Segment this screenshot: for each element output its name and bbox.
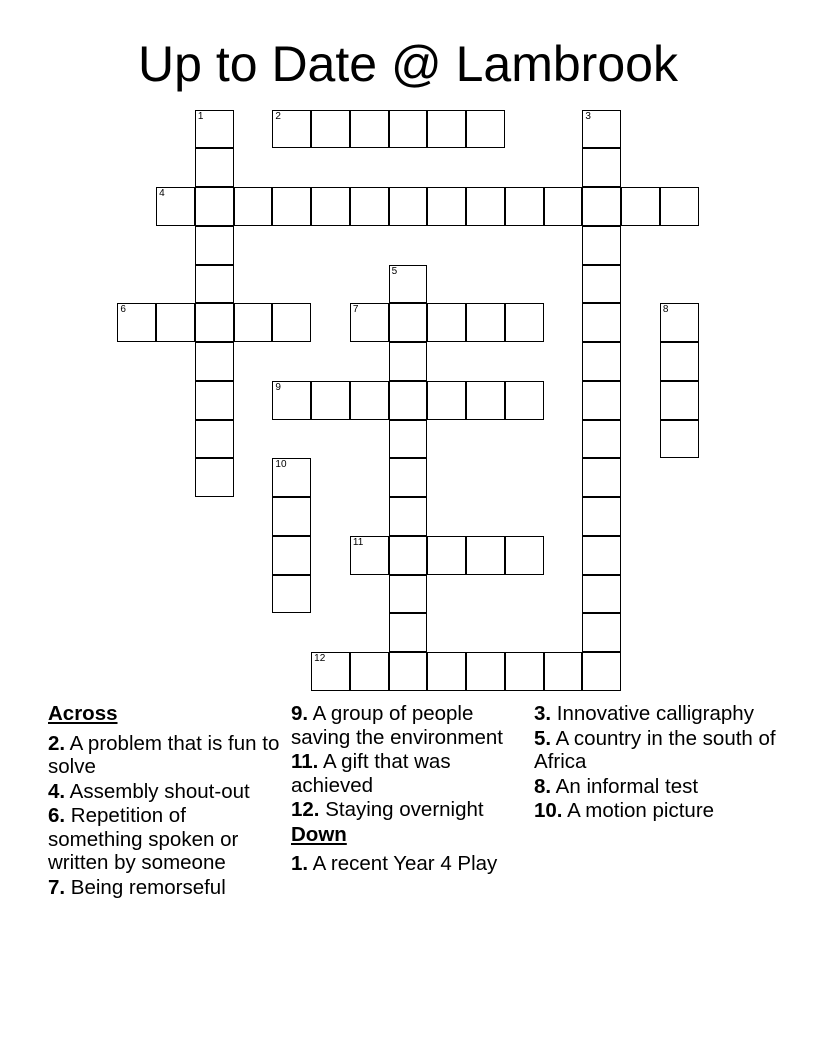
grid-cell[interactable]: [311, 110, 350, 149]
grid-cell[interactable]: [272, 187, 311, 226]
grid-cell[interactable]: [350, 303, 389, 342]
across-clue-9: [291, 702, 526, 749]
grid-cell[interactable]: [582, 148, 621, 187]
grid-cell[interactable]: [195, 110, 234, 149]
cell-number: 8: [662, 304, 669, 316]
grid-cell[interactable]: [272, 381, 311, 420]
grid-cell[interactable]: [582, 497, 621, 536]
clue-number: 4.: [48, 779, 66, 803]
grid-cell[interactable]: [582, 536, 621, 575]
grid-cell[interactable]: [272, 497, 311, 536]
grid-cell[interactable]: [582, 303, 621, 342]
across-clue-4: [48, 780, 283, 804]
grid-cell[interactable]: [466, 536, 505, 575]
cell-number: 3: [585, 110, 591, 122]
across-clue-2: [48, 732, 283, 779]
grid-cell[interactable]: [660, 187, 699, 226]
grid-cell[interactable]: [582, 458, 621, 497]
cell-number: 9: [275, 381, 281, 393]
grid-cell[interactable]: [582, 381, 621, 420]
down-clue-1: [291, 852, 526, 876]
grid-cell[interactable]: [195, 420, 234, 459]
clue-number: 6.: [48, 804, 66, 827]
clue-number: 1.: [291, 852, 309, 875]
grid-cell[interactable]: [389, 110, 428, 149]
grid-cell[interactable]: [621, 187, 660, 226]
clue-text: Repetition of something spoken or written by someone: [48, 804, 239, 874]
cell-number: 5: [391, 265, 398, 277]
grid-cell[interactable]: [272, 458, 311, 497]
grid-cell[interactable]: [466, 652, 505, 691]
grid-cell[interactable]: [389, 381, 428, 420]
clues-column-1: [48, 702, 283, 900]
grid-cell[interactable]: [389, 265, 428, 304]
grid-cell[interactable]: [272, 536, 311, 575]
clue-text: Assembly shout-out: [65, 779, 250, 803]
clue-text: A problem that is fun to solve: [48, 731, 280, 778]
cell-number: 11: [352, 536, 364, 548]
grid-cell[interactable]: [272, 575, 311, 614]
clue-number: 12.: [291, 798, 320, 821]
grid-cell[interactable]: [505, 303, 544, 342]
down-clue-10: [534, 799, 794, 823]
grid-cell[interactable]: [195, 342, 234, 381]
grid-cell[interactable]: [660, 381, 699, 420]
grid-cell[interactable]: [389, 575, 428, 614]
down-clue-8: [534, 775, 794, 799]
down-clue-5: [534, 727, 794, 774]
across-clue-12: [291, 798, 526, 822]
grid-cell[interactable]: [505, 187, 544, 226]
grid-cell[interactable]: [350, 187, 389, 226]
across-clue-11: [291, 750, 526, 797]
grid-cell[interactable]: [195, 187, 234, 226]
grid-cell[interactable]: [427, 303, 466, 342]
grid-cell[interactable]: [389, 420, 428, 459]
clue-number: 7.: [48, 875, 66, 899]
clue-text: A group of people saving the environment: [291, 702, 503, 749]
grid-cell[interactable]: [272, 110, 311, 149]
grid-cell[interactable]: [544, 187, 583, 226]
clue-text: Staying overnight: [319, 798, 484, 821]
grid-cell[interactable]: [195, 265, 234, 304]
cell-number: 6: [120, 304, 126, 316]
grid-cell[interactable]: [156, 187, 195, 226]
grid-cell[interactable]: [195, 148, 234, 187]
grid-cell[interactable]: [466, 110, 505, 149]
grid-cell[interactable]: [389, 458, 428, 497]
clue-number: 9.: [291, 702, 309, 725]
grid-cell[interactable]: [389, 652, 428, 691]
clue-text: A gift that was achieved: [291, 750, 451, 797]
grid-cell[interactable]: [427, 536, 466, 575]
clue-number: 5.: [534, 726, 552, 750]
clues-column-2: [291, 702, 526, 877]
grid-cell[interactable]: [311, 652, 350, 691]
grid-cell[interactable]: [389, 497, 428, 536]
grid-cell[interactable]: [505, 652, 544, 691]
cell-number: 4: [159, 188, 165, 200]
grid-cell[interactable]: [427, 381, 466, 420]
grid-cell[interactable]: [582, 342, 621, 381]
grid-cell[interactable]: [389, 536, 428, 575]
grid-cell[interactable]: [350, 536, 389, 575]
clue-number: 10.: [534, 799, 563, 822]
clue-number: 2.: [48, 731, 66, 755]
grid-cell[interactable]: [582, 187, 621, 226]
grid-cell[interactable]: [389, 342, 428, 381]
grid-cell[interactable]: [427, 110, 466, 149]
grid-cell[interactable]: [350, 110, 389, 149]
clue-number: 11.: [291, 750, 319, 773]
clue-text: Being remorseful: [65, 875, 226, 899]
grid-cell[interactable]: [427, 652, 466, 691]
grid-cell[interactable]: [660, 342, 699, 381]
clue-number: 8.: [534, 774, 552, 798]
grid-cell[interactable]: [350, 381, 389, 420]
across-clue-6: [48, 804, 283, 875]
grid-cell[interactable]: [582, 110, 621, 149]
across-clue-7: [48, 876, 283, 900]
cell-number: 1: [197, 110, 204, 122]
grid-cell[interactable]: [234, 187, 273, 226]
grid-cell[interactable]: [272, 303, 311, 342]
grid-cell[interactable]: [311, 187, 350, 226]
down-clue-3: [534, 702, 794, 726]
grid-cell[interactable]: [156, 303, 195, 342]
clues-column-3: [534, 702, 794, 824]
grid-cell[interactable]: [427, 187, 466, 226]
grid-cell[interactable]: [389, 613, 428, 652]
clue-text: A motion picture: [562, 799, 715, 822]
across-heading: Across: [48, 702, 118, 725]
clue-number: 3.: [534, 702, 552, 725]
grid-cell[interactable]: [582, 420, 621, 459]
grid-cell[interactable]: [505, 381, 544, 420]
clue-text: Innovative calligraphy: [551, 702, 754, 725]
grid-cell[interactable]: [466, 187, 505, 226]
clue-text: A country in the south of Africa: [534, 726, 776, 773]
grid-cell[interactable]: [195, 226, 234, 265]
cell-number: 2: [275, 110, 281, 122]
grid-cell[interactable]: [582, 613, 621, 652]
grid-cell[interactable]: [311, 381, 350, 420]
grid-cell[interactable]: [117, 303, 156, 342]
grid-cell[interactable]: [389, 187, 428, 226]
grid-cell[interactable]: [582, 265, 621, 304]
grid-cell[interactable]: [466, 303, 505, 342]
grid-cell[interactable]: [195, 303, 234, 342]
grid-cell[interactable]: [660, 420, 699, 459]
grid-cell[interactable]: [544, 652, 583, 691]
clue-text: An informal test: [551, 774, 699, 798]
grid-cell[interactable]: [350, 652, 389, 691]
grid-cell[interactable]: [466, 381, 505, 420]
grid-cell[interactable]: [660, 303, 699, 342]
down-heading: Down: [291, 822, 347, 846]
clue-text: A recent Year 4 Play: [308, 852, 498, 875]
grid-cell[interactable]: [505, 536, 544, 575]
grid-cell[interactable]: [389, 303, 428, 342]
cell-number: 12: [314, 653, 326, 665]
puzzle-title: Up to Date @ Lambrook: [138, 36, 678, 92]
cell-number: 10: [275, 459, 287, 471]
grid-cell[interactable]: [195, 381, 234, 420]
grid-cell[interactable]: [582, 226, 621, 265]
grid-cell[interactable]: [195, 458, 234, 497]
grid-cell[interactable]: [582, 575, 621, 614]
cell-number: 7: [352, 304, 359, 316]
grid-cell[interactable]: [234, 303, 273, 342]
grid-cell[interactable]: [582, 652, 621, 691]
